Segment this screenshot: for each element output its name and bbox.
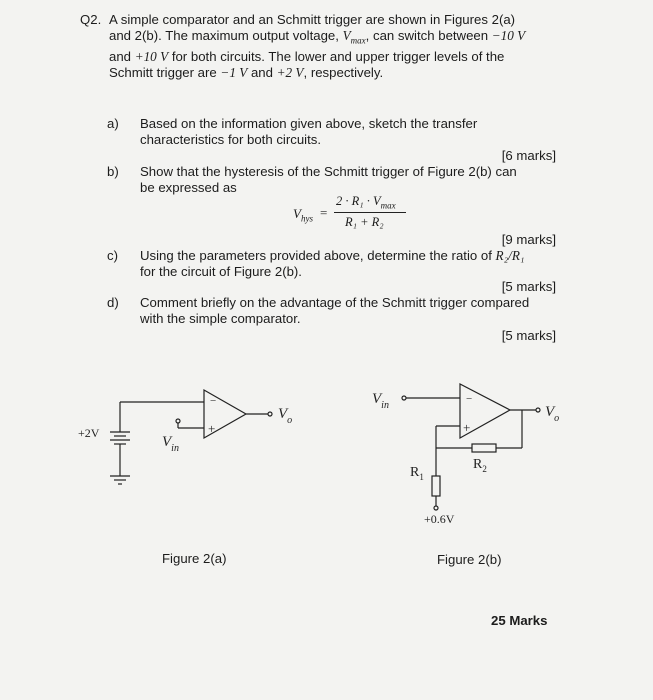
r2-label: $R_2$: [473, 457, 487, 474]
part-d-label: d): [107, 295, 119, 310]
part-d-text: Comment briefly on the advantage of the Schmitt trigger compared with the simple comparator.: [140, 295, 530, 326]
pos10-value: +10 V: [134, 48, 169, 64]
pos2-value: +2 V: [276, 64, 304, 80]
figure-2a-caption: Figure 2(a): [162, 551, 227, 566]
hysteresis-lhs: $V_{hys}$: [293, 206, 313, 224]
question-number: Q2.: [80, 12, 102, 27]
intro-line-1: A simple comparator and an Schmitt trigger are shown in Figures 2(a): [109, 12, 516, 27]
part-c-text: Using the parameters provided above, determine the ratio of R₂/R₁ for the circuit of Figure 2(b).: [140, 248, 525, 279]
figure-2b-caption: Figure 2(b): [437, 552, 502, 567]
vin-b-label: $V_{in}$: [372, 391, 389, 411]
intro-line-4b: and: [250, 64, 273, 80]
equation-equals: =: [320, 205, 328, 220]
vmax-symbol: $V_{max}$: [342, 28, 366, 46]
total-marks: 25 Marks: [491, 613, 548, 628]
opamp-b-plus: +: [463, 420, 471, 435]
neg1-value: −1 V: [220, 64, 248, 80]
bias-label: +0.6V: [424, 512, 455, 526]
part-a-label: a): [107, 116, 119, 131]
part-a-text: Based on the information given above, sketch the transfer characteristics for both circuits.: [140, 116, 478, 147]
part-b-marks: [9 marks]: [501, 232, 556, 247]
opamp-b-minus: −: [466, 393, 473, 405]
part-d-marks: [5 marks]: [501, 328, 556, 343]
vin-a-label: $V_{in}$: [162, 434, 179, 454]
intro-line-4a: Schmitt trigger are: [109, 64, 217, 80]
hysteresis-denominator: R₁ + R₂: [345, 215, 384, 229]
r1-label: $R_1$: [410, 465, 424, 482]
vo-b-label: $V_o$: [545, 404, 560, 424]
part-c-label: c): [107, 248, 118, 263]
intro-line-3a: and: [109, 48, 132, 64]
opamp-a-minus: −: [210, 395, 217, 407]
neg10-value: −10 V: [491, 28, 526, 43]
opamp-a-plus: +: [208, 421, 216, 436]
ratio-symbol: R₂/R₁: [495, 248, 525, 263]
part-a-marks: [6 marks]: [501, 148, 556, 163]
part-b-label: b): [107, 164, 119, 179]
intro-line-2b: , can switch between: [365, 28, 489, 43]
hysteresis-numerator: $2 \cdot R_1 \cdot V_{max}$: [336, 194, 396, 211]
resistor-r1: [432, 476, 440, 496]
supply-label: +2V: [78, 426, 100, 440]
intro-line-3b: for both circuits. The lower and upper trigger levels of the: [171, 48, 505, 64]
part-b-text: Show that the hysteresis of the Schmitt trigger of Figure 2(b) can be expressed as: [140, 164, 517, 195]
resistor-r2: [472, 444, 496, 452]
intro-line-4c: , respectively.: [303, 64, 384, 80]
part-c-marks: [5 marks]: [501, 279, 556, 294]
vo-a-label: $V_o$: [278, 406, 293, 426]
intro-line-2a: and 2(b). The maximum output voltage,: [109, 28, 339, 43]
